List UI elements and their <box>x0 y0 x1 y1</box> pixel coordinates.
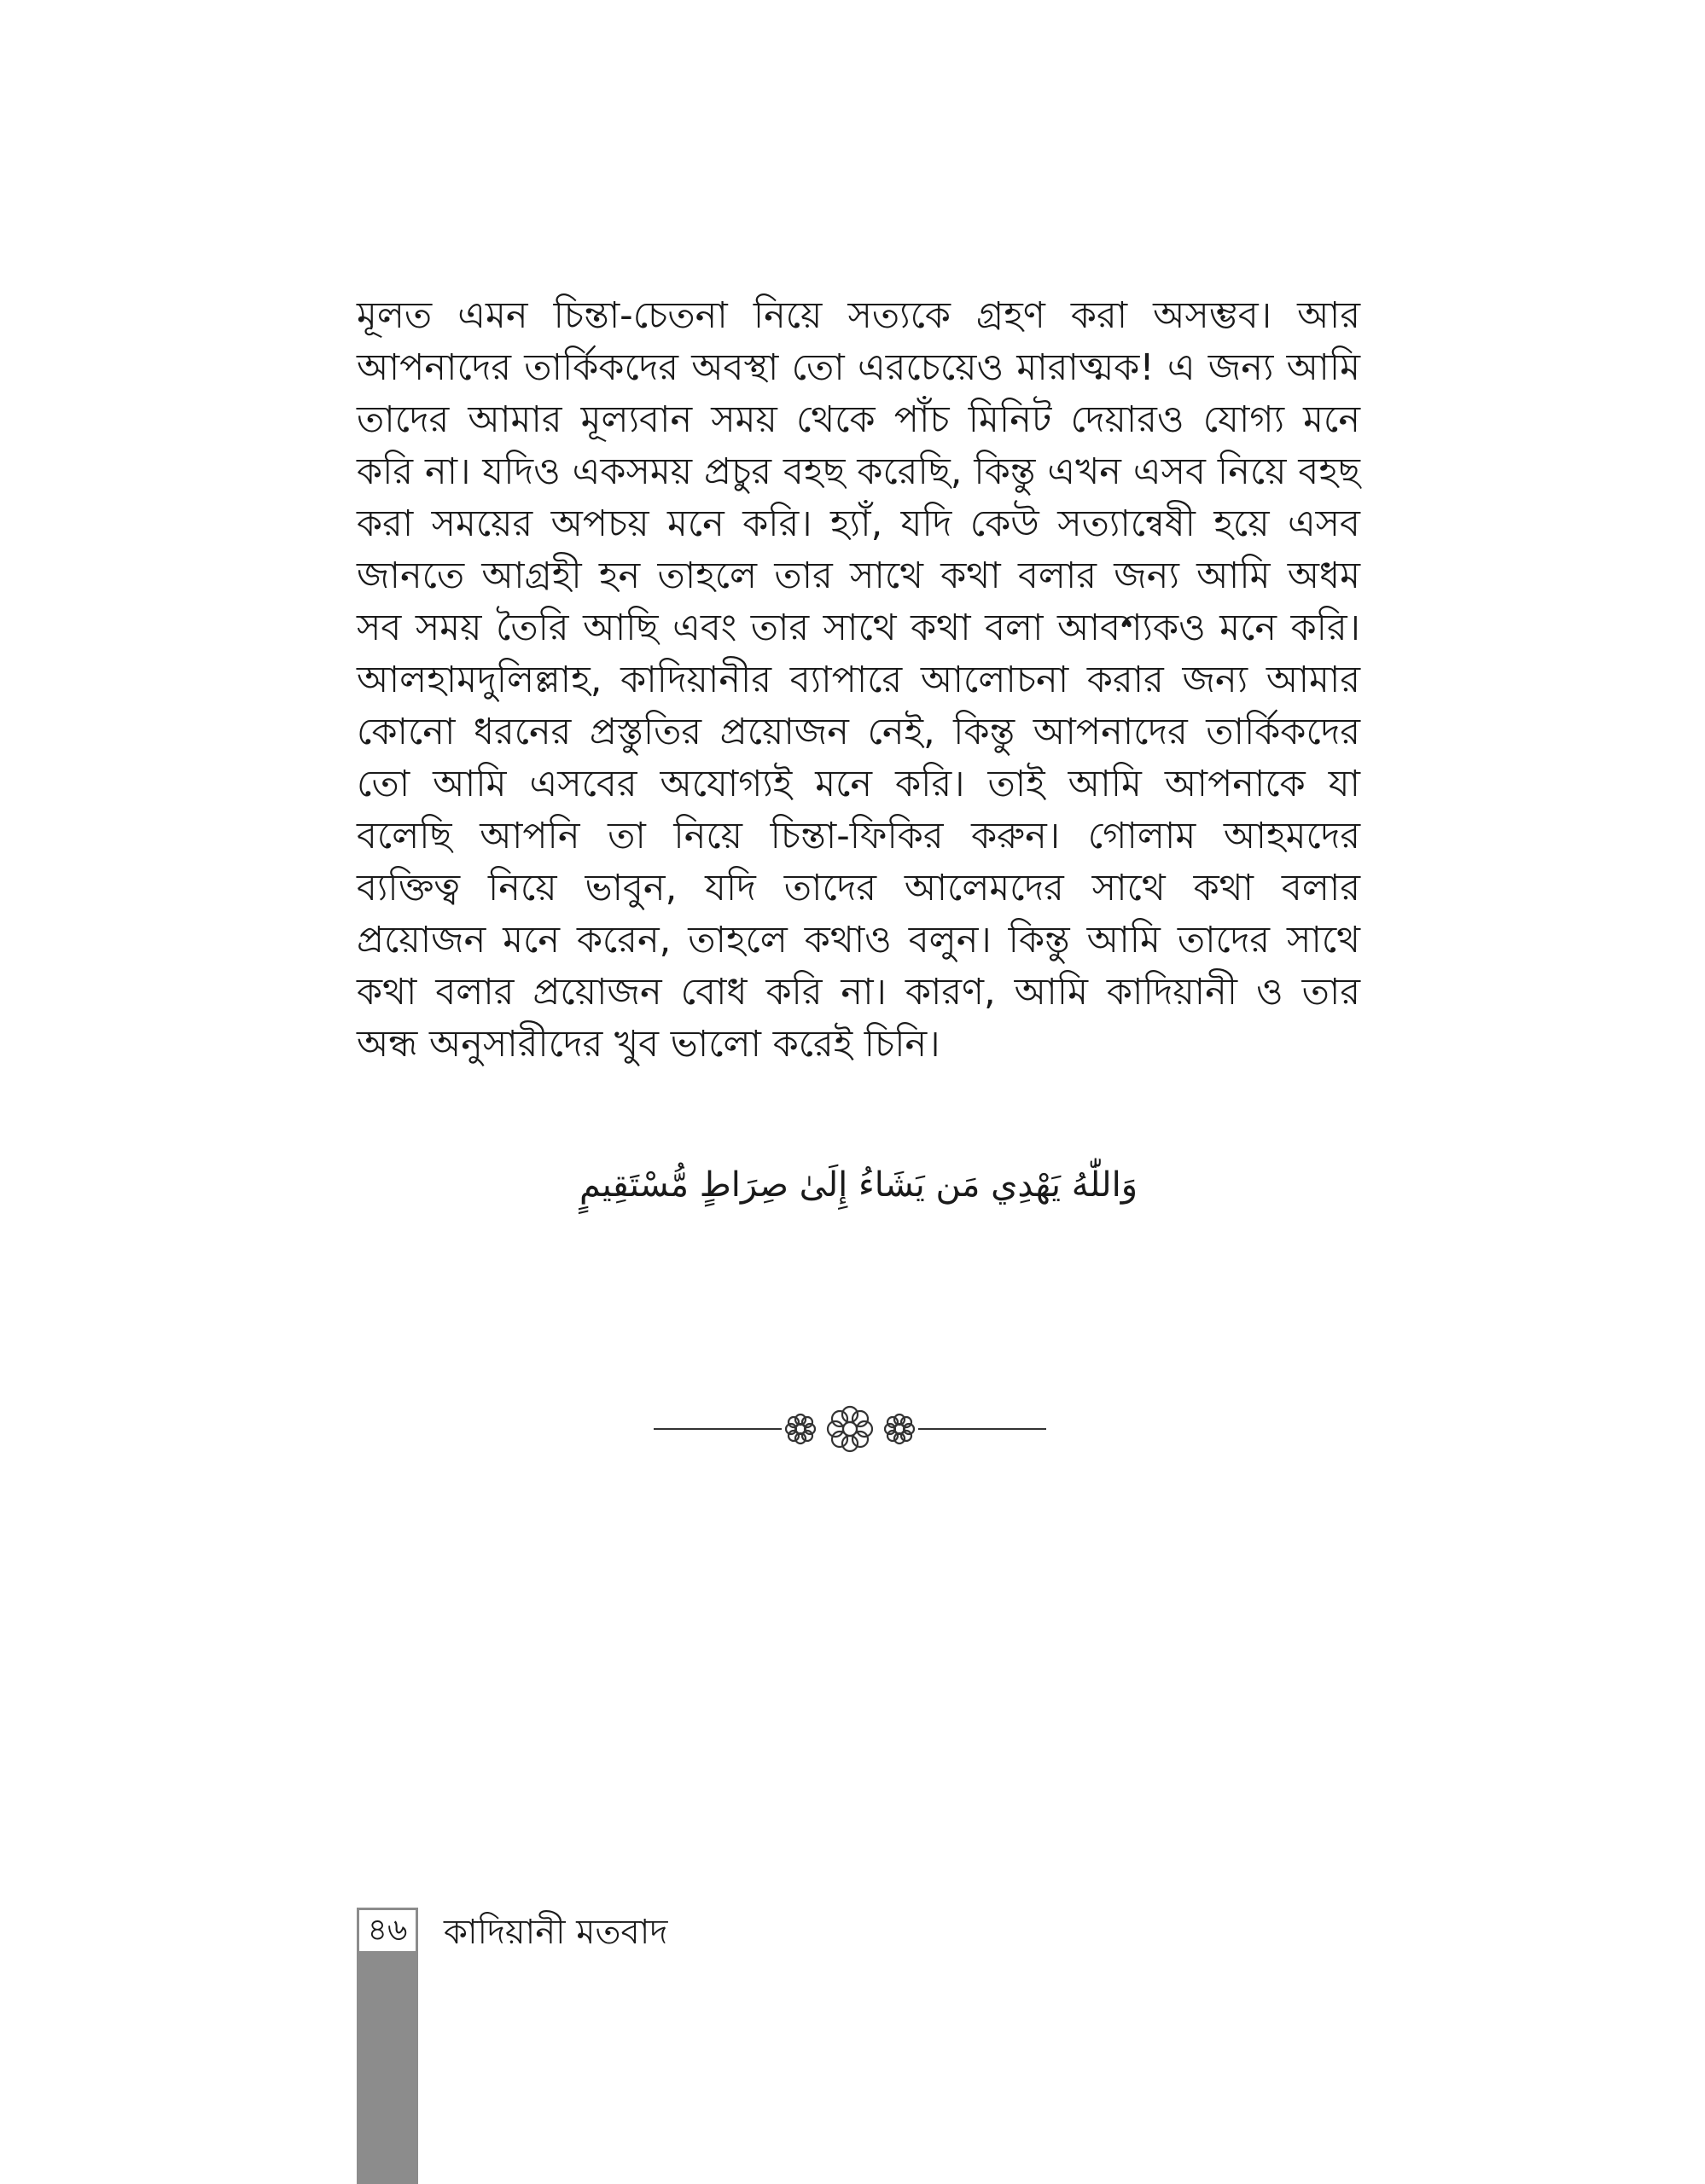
body-paragraph: মূলত এমন চিন্তা-চেতনা নিয়ে সত্যকে গ্রহণ করা অসম্ভব। আর আপনাদের তার্কিকদের অবস্থা তো এরচেয়েও মারাত্মক! এ জন্য আমি তাদের আমার মূল্যবান সময় থেকে পাঁচ মিনিট দেয়ারও যোগ্য মনে করি না। যদিও একসময় প্রচুর বহছ করেছি, কিন্তু এখন এসব নিয়ে বহছ করা সময়ের অপচয় মনে করি। হ্যাঁ, যদি কেউ সত্যান্বেষী হয়ে এসব জানতে আগ্রহী হন তাহলে তার সাথে কথা বলার জন্য আমি অধম সব সময় তৈরি আছি এবং তার সাথে কথা বলা আবশ্যকও মনে করি। আলহামদুলিল্লাহ, কাদিয়ানীর ব্যাপারে আলোচনা করার জন্য আমার কোনো ধরনের প্রস্তুতির প্রয়োজন নেই, কিন্তু আপনাদের তার্কিকদের তো আমি এসবের অযোগ্যই মনে করি। তাই আমি আপনাকে যা বলেছি আপনি তা নিয়ে চিন্তা-ফিকির করুন। গোলাম আহমদের ব্যক্তিত্ব নিয়ে ভাবুন, যদি তাদের আলেমদের সাথে কথা বলার প্রয়োজন মনে করেন, তাহলে কথাও বলুন। কিন্তু আমি তাদের সাথে কথা বলার প্রয়োজন বোধ করি না। কারণ, আমি কাদিয়ানী ও তার অন্ধ অনুসারীদের খুব ভালো করেই চিনি। <box>357 294 1360 1066</box>
page-number: ৪৬ <box>357 1908 418 1954</box>
running-title: কাদিয়ানী মতবাদ <box>444 1913 668 1952</box>
arabic-verse: وَاللّٰهُ يَهْدِي مَن يَشَاءُ إِلَىٰ صِرَاطٍ مُّسْتَقِيمٍ <box>579 1165 1138 1205</box>
floral-divider-icon <box>654 1399 1046 1459</box>
